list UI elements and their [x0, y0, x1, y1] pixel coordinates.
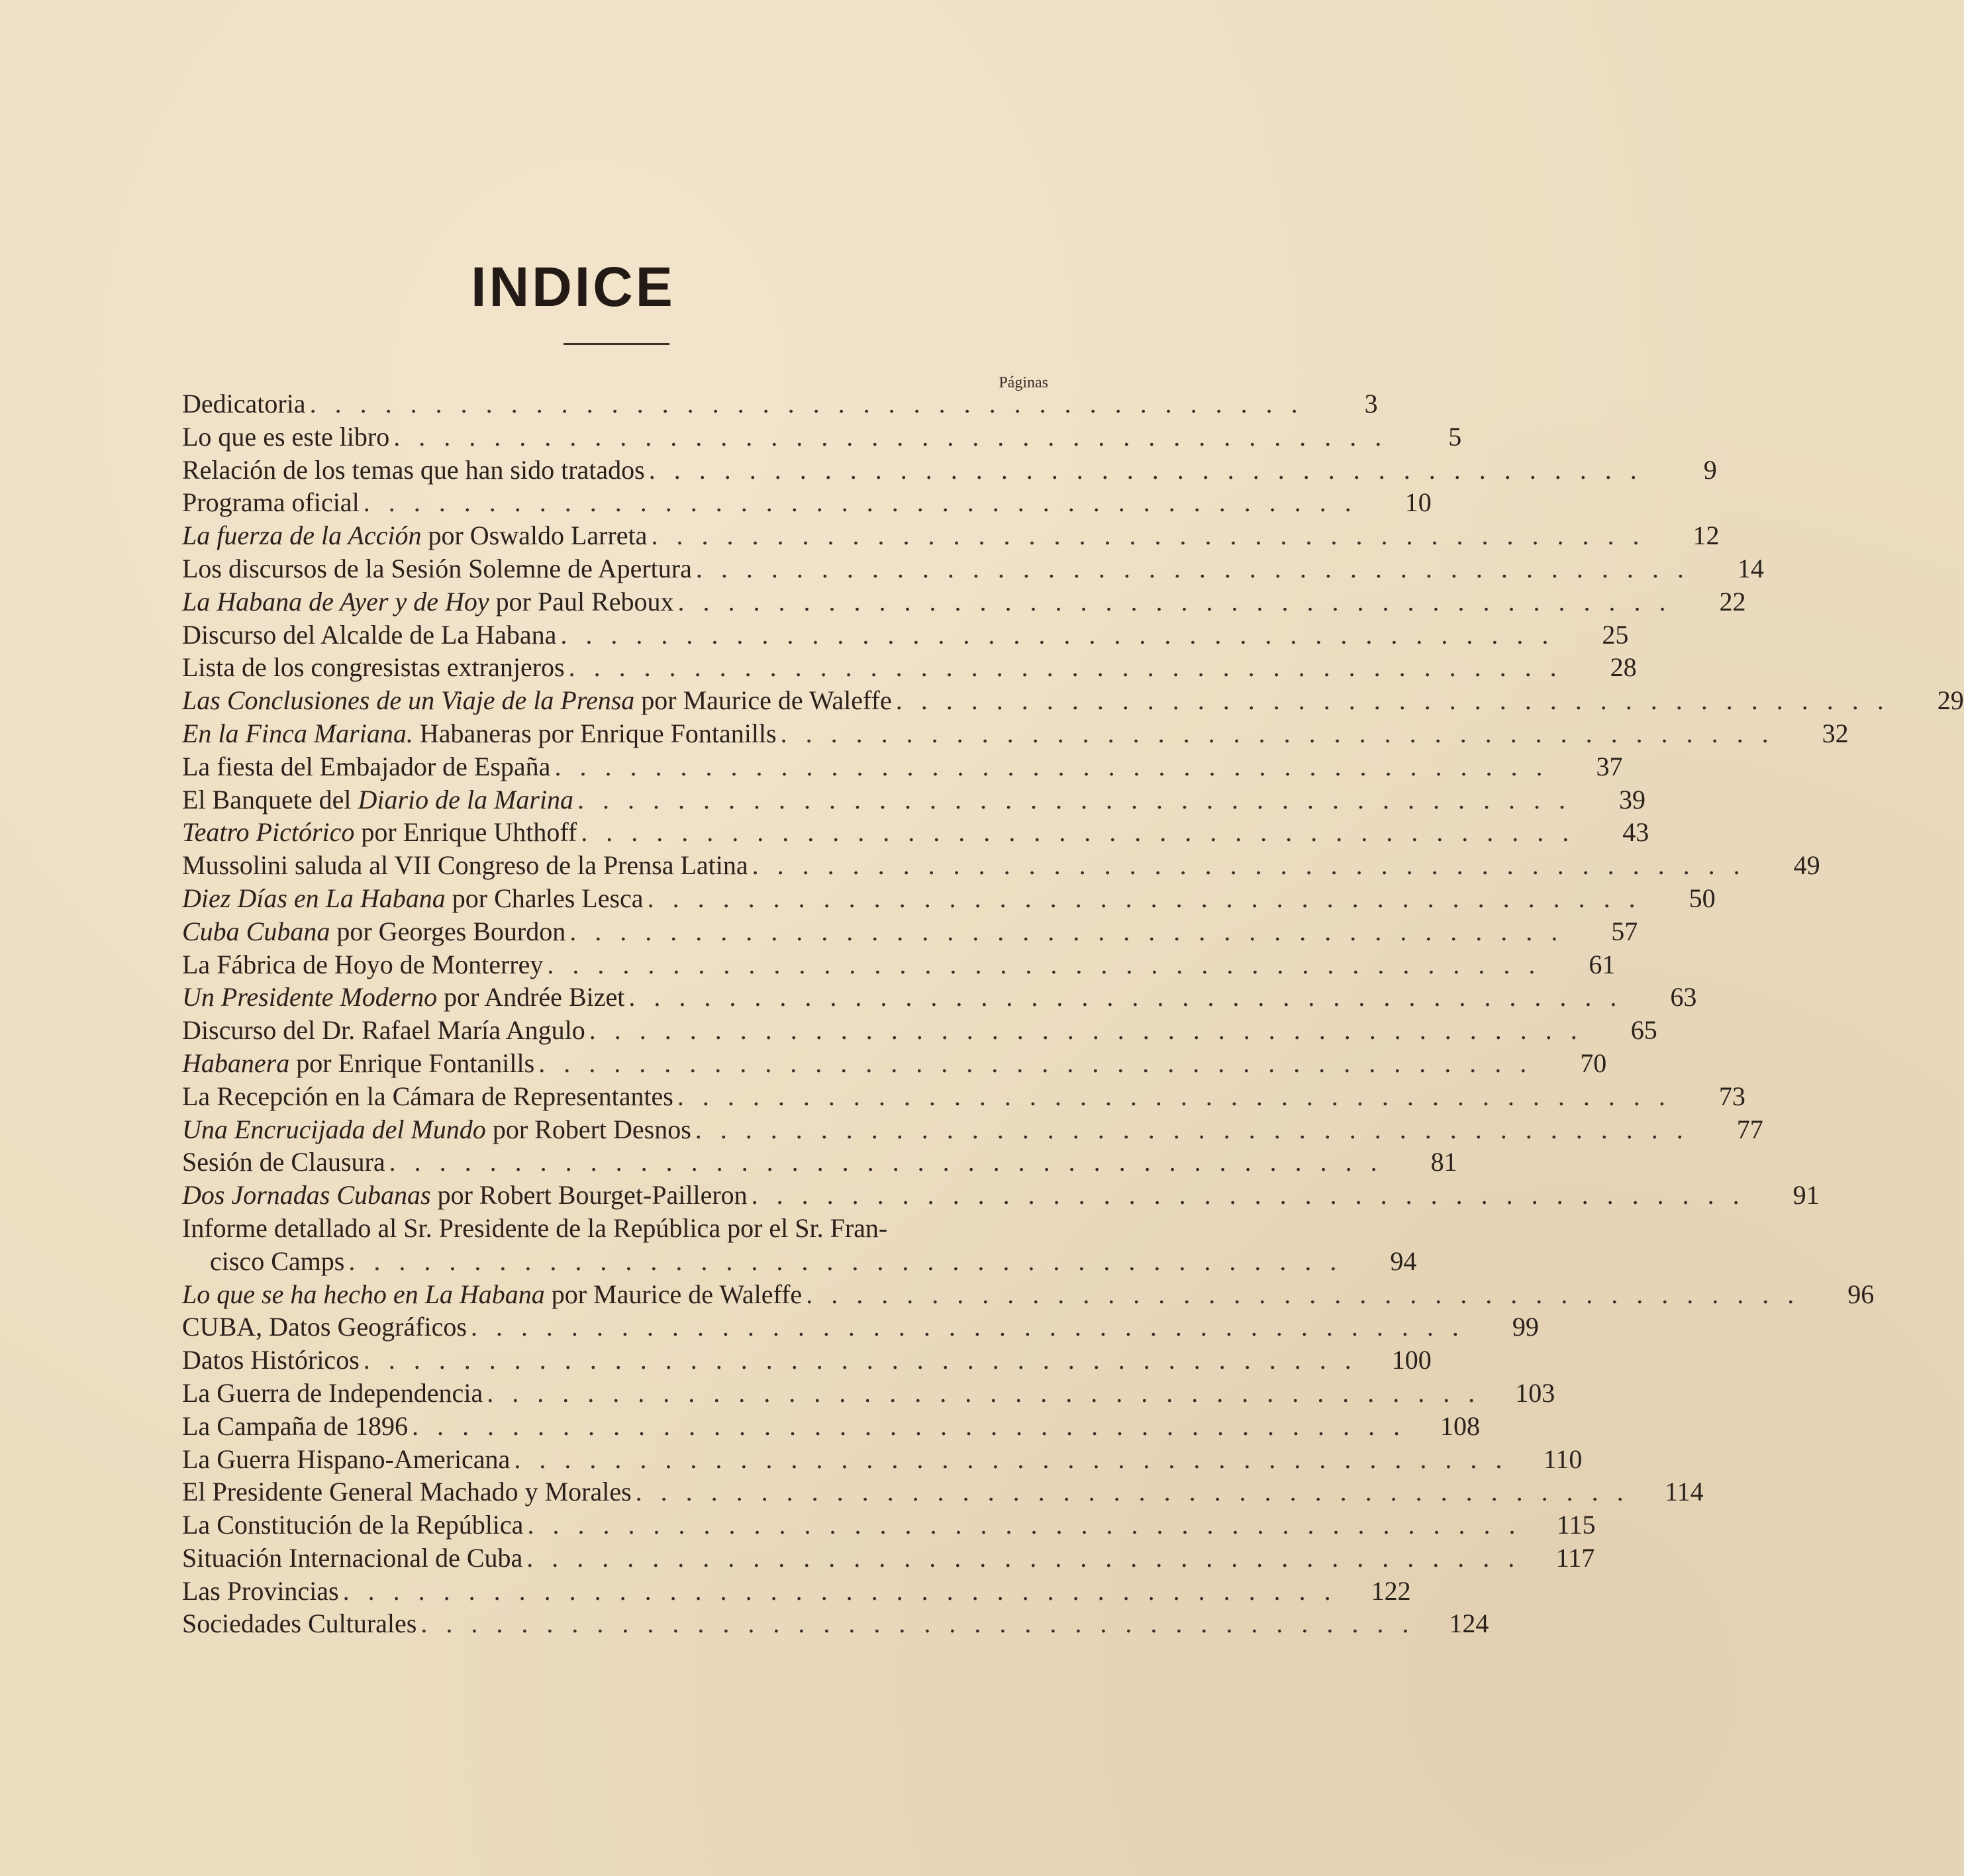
toc-entry-italic-title: La Habana de Ayer y de Hoy: [182, 586, 489, 617]
page-number: 14: [1737, 553, 1764, 583]
toc-entry-title: [182, 816, 577, 849]
toc-entry-title: [182, 1575, 339, 1608]
toc-entry: [182, 1278, 1875, 1311]
toc-entry: [182, 1344, 1432, 1377]
toc-entry-text: El Banquete del: [182, 784, 358, 815]
toc-entry-text: La Recepción en la Cámara de Representantes: [182, 1081, 673, 1111]
page-number: 65: [1630, 1015, 1657, 1046]
dot-leader: . . . . . . . . . . . . . . . . . . . . . . . . . . . . . . . . . . . . . . . .: [487, 1377, 1481, 1408]
dot-leader: . . . . . . . . . . . . . . . . . . . . . . . . . . . . . . . . . . . . . . . .: [389, 1147, 1383, 1177]
dot-leader: . . . . . . . . . . . . . . . . . . . . . . . . . . . . . . . . . . . . . . . .: [648, 454, 1643, 485]
toc-entry: [182, 981, 1697, 1014]
toc-entry-title: [182, 454, 645, 487]
page-number: 63: [1670, 982, 1697, 1012]
toc-entry-text: Datos Históricos: [182, 1345, 360, 1375]
toc-entry-italic-title: Diario de la Marina: [358, 784, 574, 815]
dot-leader: . . . . . . . . . . . . . . . . . . . . . . . . . . . . . . . . . . . . . . . .: [677, 586, 1672, 617]
toc-entry-text: Habaneras por Enrique Fontanills: [413, 718, 777, 748]
toc-entry: [182, 783, 1646, 816]
page-number: 77: [1736, 1114, 1763, 1144]
toc-entry-title: [182, 1179, 748, 1212]
dot-leader: . . . . . . . . . . . . . . . . . . . . . . . . . . . . . . . . . . . . . . . .: [695, 553, 1690, 583]
toc-entry-text: Sociedades Culturales: [182, 1608, 417, 1639]
toc-entry-italic-title: En la Finca Mariana.: [182, 718, 413, 748]
toc-entry-italic-title: Teatro Pictórico: [182, 817, 355, 848]
toc-entry-italic-title: Habanera: [182, 1048, 290, 1078]
dot-leader: . . . . . . . . . . . . . . . . . . . . . . . . . . . . . . . . . . . . . . . .: [628, 982, 1623, 1012]
toc-entry-text: Situación Internacional de Cuba: [182, 1542, 523, 1573]
dot-leader: . . . . . . . . . . . . . . . . . . . . . . . . . . . . . . . . . . . . . . . .: [751, 1180, 1745, 1210]
toc-entry-title: [182, 717, 777, 750]
dot-leader: . . . . . . . . . . . . . . . . . . . . . . . . . . . . . . . . . . . . . . . .: [526, 1542, 1521, 1573]
dot-leader: . . . . . . . . . . . . . . . . . . . . . . . . . . . . . . . . . . . . . . . .: [527, 1510, 1522, 1540]
toc-entry: [182, 717, 1849, 750]
page-number: 81: [1430, 1147, 1457, 1177]
page-number: 57: [1611, 916, 1638, 946]
toc-entry-text: por Paul Reboux: [489, 586, 674, 617]
page-number: 94: [1390, 1246, 1417, 1276]
page-number: 49: [1793, 850, 1820, 881]
dot-leader: . . . . . . . . . . . . . . . . . . . . . . . . . . . . . . . . . . . . . . . .: [538, 1048, 1533, 1078]
dot-leader: . . . . . . . . . . . . . . . . . . . . . . . . . . . . . . . . . . . . . . . .: [569, 916, 1564, 946]
dot-leader: . . . . . . . . . . . . . . . . . . . . . . . . . . . . . . . . . . . . . . . .: [363, 1345, 1357, 1375]
toc-entry-title: [182, 519, 647, 552]
page-number: 39: [1619, 784, 1646, 815]
page-number: 25: [1602, 619, 1629, 650]
page-number: 5: [1448, 421, 1462, 452]
toc-entry-text: por Maurice de Waleffe: [544, 1279, 803, 1309]
page-number: 61: [1589, 949, 1616, 979]
toc-entry: [182, 816, 1649, 849]
page-number: 99: [1512, 1312, 1539, 1342]
toc-entry: [182, 1443, 1583, 1476]
toc-entry-title: [182, 1377, 483, 1410]
toc-entry-text: Lista de los congresistas extranjeros: [182, 652, 565, 683]
page-number: 122: [1371, 1575, 1411, 1606]
dot-leader: . . . . . . . . . . . . . . . . . . . . . . . . . . . . . . . . . . . . . . . .: [412, 1410, 1406, 1441]
toc-entry-title: [182, 948, 543, 981]
page-number: 70: [1580, 1048, 1607, 1078]
dot-leader: . . . . . . . . . . . . . . . . . . . . . . . . . . . . . . . . . . . . . . . .: [554, 751, 1549, 781]
dot-leader: . . . . . . . . . . . . . . . . . . . . . . . . . . . . . . . . . . . . . . . .: [514, 1444, 1508, 1474]
toc-entry-title: [182, 1146, 385, 1179]
title-rule: [564, 343, 669, 345]
toc-entry-title: [182, 1410, 408, 1443]
toc-entry-text: por Maurice de Waleffe: [634, 685, 892, 716]
page-number: 29: [1937, 685, 1964, 716]
dot-leader: . . . . . . . . . . . . . . . . . . . . . . . . . . . . . . . . . . . . . . . .: [393, 421, 1388, 452]
toc-entry: [182, 1607, 1489, 1640]
toc-entry-text: Las Provincias: [182, 1575, 339, 1606]
page-number: 124: [1449, 1608, 1489, 1639]
toc-entry-text: por Oswaldo Larreta: [421, 520, 648, 551]
toc-entry-italic-title: Dos Jornadas Cubanas: [182, 1180, 431, 1210]
toc-entry-italic-title: Un Presidente Moderno: [182, 982, 438, 1012]
toc-entry-text: Relación de los temas que han sido tratados: [182, 454, 645, 485]
toc-entry-title: [182, 1475, 632, 1508]
toc-entry-title: [182, 552, 692, 585]
toc-entry: [182, 1080, 1745, 1113]
page-number: 117: [1555, 1542, 1595, 1573]
dot-leader: . . . . . . . . . . . . . . . . . . . . . . . . . . . . . . . . . . . . . . . .: [348, 1246, 1343, 1276]
toc-entry-italic-title: Lo que se ha hecho en La Habana: [182, 1279, 545, 1309]
toc-entry-title: [182, 684, 892, 717]
toc-entry-text: por Georges Bourdon: [330, 916, 566, 946]
toc-entry: [182, 915, 1638, 948]
toc-entry-text: por Robert Bourget-Pailleron: [430, 1180, 748, 1210]
toc-entry-title: [182, 1508, 523, 1542]
toc-entry: [182, 1179, 1820, 1212]
toc-entry-text: Sesión de Clausura: [182, 1147, 385, 1177]
toc-entry-title: [182, 1542, 522, 1575]
toc-entry-italic-title: Las Conclusiones de un Viaje de la Prensa: [182, 685, 635, 716]
page-number: 110: [1543, 1444, 1583, 1474]
page-number: 12: [1693, 520, 1720, 551]
page-number: 50: [1689, 883, 1716, 913]
toc-entry: [182, 486, 1432, 519]
toc-entry-text: La Constitución de la República: [182, 1510, 524, 1540]
toc-entry: [182, 519, 1720, 552]
page-number: 96: [1847, 1279, 1875, 1309]
page-number: 103: [1515, 1377, 1555, 1408]
toc-entry-text: Programa oficial: [182, 487, 360, 518]
toc-entry: [182, 1047, 1607, 1080]
toc-entry: [182, 1113, 1763, 1146]
pages-column-header: Páginas: [999, 374, 1048, 391]
dot-leader: . . . . . . . . . . . . . . . . . . . . . . . . . . . . . . . . . . . . . . . .: [309, 389, 1304, 419]
page-number: 37: [1596, 751, 1623, 781]
toc-entry: [182, 1377, 1555, 1410]
dot-leader: . . . . . . . . . . . . . . . . . . . . . . . . . . . . . . . . . . . . . . . .: [780, 718, 1775, 748]
toc-entry: [182, 1310, 1539, 1344]
dot-leader: . . . . . . . . . . . . . . . . . . . . . . . . . . . . . . . . . . . . . . . .: [806, 1279, 1800, 1309]
dot-leader: . . . . . . . . . . . . . . . . . . . . . . . . . . . . . . . . . . . . . . . .: [581, 817, 1575, 848]
toc-entry-title: [182, 1113, 691, 1146]
page-number: 43: [1622, 817, 1649, 848]
toc-entry-title: [182, 1607, 417, 1640]
toc-entry: [182, 948, 1616, 981]
page-number: 115: [1556, 1510, 1596, 1540]
toc-entry: [182, 420, 1462, 454]
dot-leader: . . . . . . . . . . . . . . . . . . . . . . . . . . . . . . . . . . . . . . . .: [695, 1114, 1689, 1144]
toc-entry-text: Mussolini saluda al VII Congreso de la Prensa Latina: [182, 850, 748, 881]
toc-entry-title: [182, 1047, 534, 1080]
toc-entry: [182, 1212, 1417, 1278]
toc-entry-text: Dedicatoria: [182, 389, 306, 419]
dot-leader: . . . . . . . . . . . . . . . . . . . . . . . . . . . . . . . . . . . . . . . .: [420, 1608, 1415, 1639]
dot-leader: . . . . . . . . . . . . . . . . . . . . . . . . . . . . . . . . . . . . . . . .: [560, 619, 1555, 650]
page-number: 114: [1665, 1477, 1704, 1507]
toc-entry-title: [182, 1278, 802, 1311]
toc-entry-text: La Guerra de Independencia: [182, 1377, 483, 1408]
toc-entry-text: Discurso del Alcalde de La Habana: [182, 619, 557, 650]
toc-entry: [182, 454, 1717, 487]
toc-entry-title: [182, 1443, 510, 1476]
toc-entry-title: [182, 1344, 360, 1377]
toc-entry-text: Discurso del Dr. Rafael María Angulo: [182, 1015, 585, 1046]
page-number: 91: [1792, 1180, 1820, 1210]
toc-entry-text: por Robert Desnos: [485, 1114, 691, 1144]
dot-leader: . . . . . . . . . . . . . . . . . . . . . . . . . . . . . . . . . . . . . . . .: [342, 1575, 1337, 1606]
dot-leader: . . . . . . . . . . . . . . . . . . . . . . . . . . . . . . . . . . . . . . . .: [635, 1477, 1630, 1507]
toc-entry: [182, 552, 1764, 585]
toc-entry: [182, 1014, 1657, 1047]
dot-leader: . . . . . . . . . . . . . . . . . . . . . . . . . . . . . . . . . . . . . . . .: [470, 1312, 1465, 1342]
page-number: 73: [1718, 1081, 1745, 1111]
page-number: 32: [1822, 718, 1849, 748]
toc-entry-title: [182, 420, 389, 454]
toc-entry: [182, 849, 1820, 882]
dot-leader: . . . . . . . . . . . . . . . . . . . . . . . . . . . . . . . . . . . . . . . .: [677, 1081, 1671, 1111]
page-number: 108: [1440, 1410, 1480, 1441]
table-of-contents: [182, 387, 1964, 1640]
toc-entry: [182, 387, 1378, 420]
toc-entry-title: [182, 387, 306, 420]
toc-entry-title: [182, 651, 565, 684]
page-number: 3: [1364, 389, 1378, 419]
page-number: 10: [1404, 487, 1432, 518]
toc-entry: [182, 684, 1964, 717]
toc-entry-title: [182, 585, 674, 618]
toc-entry: [182, 750, 1623, 783]
toc-entry-title: [182, 750, 550, 783]
dot-leader: . . . . . . . . . . . . . . . . . . . . . . . . . . . . . . . . . . . . . . . .: [568, 652, 1563, 683]
toc-entry-text: Los discursos de la Sesión Solemne de Apertura: [182, 553, 692, 583]
dot-leader: . . . . . . . . . . . . . . . . . . . . . . . . . . . . . . . . . . . . . . . .: [651, 520, 1645, 551]
toc-entry-text: El Presidente General Machado y Morales: [182, 1477, 632, 1507]
toc-entry-title: [182, 1014, 585, 1047]
dot-leader: . . . . . . . . . . . . . . . . . . . . . . . . . . . . . . . . . . . . . . . .: [547, 949, 1542, 979]
toc-entry: [182, 1542, 1595, 1575]
toc-entry-text: La Campaña de 1896: [182, 1410, 408, 1441]
toc-entry-text: por Enrique Uhthoff: [354, 817, 577, 848]
toc-entry-text: por Andrée Bizet: [437, 982, 625, 1012]
toc-entry-title-line-1: Informe detallado al Sr. Presidente de la República por el Sr. Fran-: [182, 1212, 888, 1243]
toc-entry-text: por Enrique Fontanills: [289, 1048, 535, 1078]
toc-entry-text: La Guerra Hispano-Americana: [182, 1444, 511, 1474]
page-number: 9: [1703, 454, 1717, 485]
toc-entry-text: cisco Camps: [210, 1246, 345, 1276]
toc-entry-title: [182, 849, 748, 882]
toc-entry: [182, 618, 1629, 652]
toc-entry-title: [182, 981, 624, 1014]
toc-entry: [182, 651, 1637, 684]
toc-entry-title: [182, 1310, 467, 1344]
toc-entry-title: [182, 618, 556, 652]
toc-entry-text: Lo que es este libro: [182, 421, 390, 452]
toc-entry-italic-title: Cuba Cubana: [182, 916, 330, 946]
toc-entry-title: [182, 882, 644, 915]
toc-entry-title: [182, 915, 565, 948]
page-title: INDICE: [471, 256, 675, 318]
toc-entry: [182, 1146, 1457, 1179]
toc-entry-text: La Fábrica de Hoyo de Monterrey: [182, 949, 544, 979]
toc-entry-italic-title: La fuerza de la Acción: [182, 520, 422, 551]
toc-entry: [182, 882, 1716, 915]
toc-entry-text: La fiesta del Embajador de España: [182, 751, 551, 781]
toc-entry-italic-title: Diez Días en La Habana: [182, 883, 446, 913]
dot-leader: . . . . . . . . . . . . . . . . . . . . . . . . . . . . . . . . . . . . . . . .: [647, 883, 1642, 913]
toc-entry-text: por Charles Lesca: [445, 883, 644, 913]
toc-entry: [182, 1410, 1480, 1443]
toc-entry: [182, 1575, 1411, 1608]
dot-leader: . . . . . . . . . . . . . . . . . . . . . . . . . . . . . . . . . . . . . . . .: [577, 784, 1572, 815]
toc-entry-title: [182, 1080, 673, 1113]
toc-entry-title: [182, 783, 573, 816]
toc-entry-title: [182, 486, 360, 519]
dot-leader: . . . . . . . . . . . . . . . . . . . . . . . . . . . . . . . . . . . . . . . .: [589, 1015, 1583, 1046]
toc-entry-italic-title: Una Encrucijada del Mundo: [182, 1114, 486, 1144]
toc-entry-title: [210, 1245, 344, 1278]
toc-entry: [182, 585, 1746, 618]
page-number: 100: [1391, 1345, 1432, 1375]
toc-entry: [182, 1508, 1596, 1542]
dot-leader: . . . . . . . . . . . . . . . . . . . . . . . . . . . . . . . . . . . . . . . .: [895, 685, 1890, 716]
page-number: 28: [1610, 652, 1637, 683]
toc-entry: [182, 1475, 1704, 1508]
dot-leader: . . . . . . . . . . . . . . . . . . . . . . . . . . . . . . . . . . . . . . . .: [752, 850, 1746, 881]
page-number: 22: [1719, 586, 1746, 617]
dot-leader: . . . . . . . . . . . . . . . . . . . . . . . . . . . . . . . . . . . . . . . .: [363, 487, 1357, 518]
toc-entry-text: CUBA, Datos Geográficos: [182, 1312, 467, 1342]
